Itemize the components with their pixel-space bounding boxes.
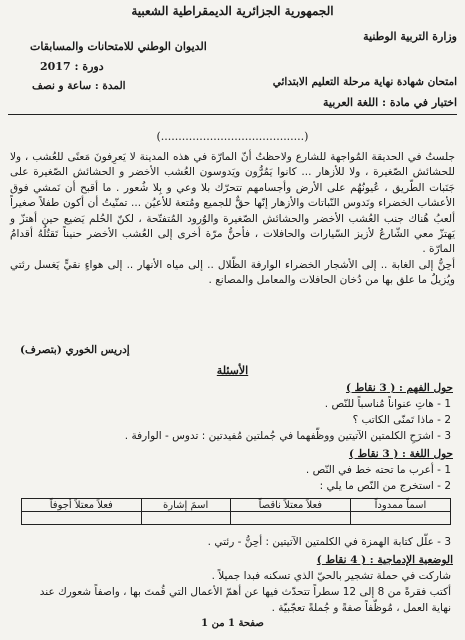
language-question-3: 3 - علّل كتابة الهمزة في الكلمتين الآتيتين : أحِنُّ - رئتي .: [207, 536, 451, 548]
table-header-row: [22, 499, 451, 512]
table-header-cell: اسماً ممدوداً: [350, 499, 450, 512]
text-title-placeholder: (.........................................): [156, 130, 309, 143]
language-section-title: [349, 448, 453, 460]
comprehension-points: ( 3 نقاط ): [345, 382, 396, 394]
passage-paragraph-2: أحِنُّ إلى الغابة .. إلى الأشجار الخضراء الوارفة الظّلال .. إلى مياه الأنهار .. إلى هواءٍ نقيٍّ يَغسل رئتي ويُزيلُ ما علق بها من دُخان الحافلات والمعامل والمصانع .: [10, 258, 455, 287]
duration-label: المدة : ساعة و نصف: [32, 80, 126, 92]
passage-paragraph-1: جلستُ في الحديقة المُواجهة للشارع ولاحظتُ أنّ المارّة في هذه المدينة لا يَعرِفونَ مَعنًى للعُشب ، ولا للحشائش الصّغيرة ، ولا للأزهار ... كانوا يَمُرُّون ويَدوسون العُشب الأخضر و الحشائش الصّغيرة على جَنَبات الطّريق ، عُيونُهُم على الأرض وأجسامهم تتحرّك بلا وعي و بِلا شُعور . ما أقبح أن نَمشي فوق الأعشاب الخضراء ونَدوس النّباتات والأزهار إنّها حقٌّ للجميع ومُتعة للأعيُن ... تمنّيتُ أن أكون طفلاً صغيراً ألعبُ هُناك جنب العُشب الأخضر والحشائش الصّغيرة والوُرود المُتفتّحة ، لكنّ الحُلم يَضيع حين أهتزّ و يَهتزّ معي الشّارعُ لأزيز السّيارات والحافلات ، فأحنُّ مرّة أخرى إلى العُشب الأخضر حنيناً تَقتُلُهُ أقدامُ المارّة .: [10, 151, 455, 256]
reading-passage: [10, 150, 455, 289]
table-answer-cell[interactable]: [141, 512, 230, 525]
exam-office-label: الديوان الوطني للامتحانات والمسابقات: [30, 40, 207, 53]
integration-line-2: أكتب فقرةً من 8 إلى 12 سطراً تتحدّث فيها عن أهمّ الأعمال التي قُمتَ بها ، واصفاً شعورك عند: [39, 586, 451, 598]
comprehension-title: حول الفهم :: [399, 382, 453, 394]
language-points: ( 3 نقاط ): [348, 448, 399, 460]
integration-line-3: نهاية العمل ، مُوظّفاً صفةً و جُملةً تعجّبيّة .: [271, 602, 451, 614]
integration-points: ( 4 نقاط ): [316, 554, 367, 566]
comprehension-question-2: 2 - ماذا تَمنّى الكاتب ؟: [352, 414, 451, 426]
page-number: صفحة 1 من 1: [201, 618, 264, 629]
ministry-label: وزارة التربية الوطنية: [363, 30, 457, 43]
integration-section-title: [317, 554, 453, 566]
extraction-table: [21, 498, 451, 525]
table-header-cell: فعلاً معتلاً أجوفاً: [22, 499, 142, 512]
subject-label: اختبار في مادة : اللغة العربية: [322, 96, 457, 109]
table-header-cell: اسمَ إشارة: [141, 499, 230, 512]
language-question-2: 2 - استخرج من النّص ما يلي :: [319, 480, 451, 492]
integration-line-1: شاركت في حملة تشجير بالحيّ الذي تسكنه فبدا جميلاً .: [211, 570, 451, 582]
table-answer-cell[interactable]: [22, 512, 142, 525]
integration-title: الوضعية الإدماجية :: [369, 554, 453, 566]
comprehension-question-3: 3 - اشرَحِ الكلمتين الآتيتين ووظّفهما في جُملتين مُفيدتين : تدوس - الوارفة .: [124, 430, 451, 442]
comprehension-section-title: [346, 382, 453, 394]
language-title: حول اللغة :: [401, 448, 453, 460]
certificate-label: امتحان شهادة نهاية مرحلة التعليم الابتدائي: [272, 76, 457, 88]
country-header: الجمهورية الجزائرية الديمقراطية الشعبية: [131, 4, 334, 18]
session-label: دورة : 2017: [40, 60, 104, 73]
table-answer-cell[interactable]: [230, 512, 350, 525]
table-answer-row: [22, 512, 451, 525]
header-divider: [8, 114, 457, 115]
table-header-cell: فعلاً معتلاً ناقصاً: [230, 499, 350, 512]
passage-author: إدريس الخوري (بتصرف): [20, 344, 130, 356]
table-answer-cell[interactable]: [350, 512, 450, 525]
comprehension-question-1: 1 - هاتِ عنواناً مُناسباً للنّص .: [324, 398, 451, 410]
language-question-1: 1 - أعرب ما تحته خط في النّص .: [305, 464, 451, 476]
questions-heading: الأسئلة: [216, 364, 249, 377]
